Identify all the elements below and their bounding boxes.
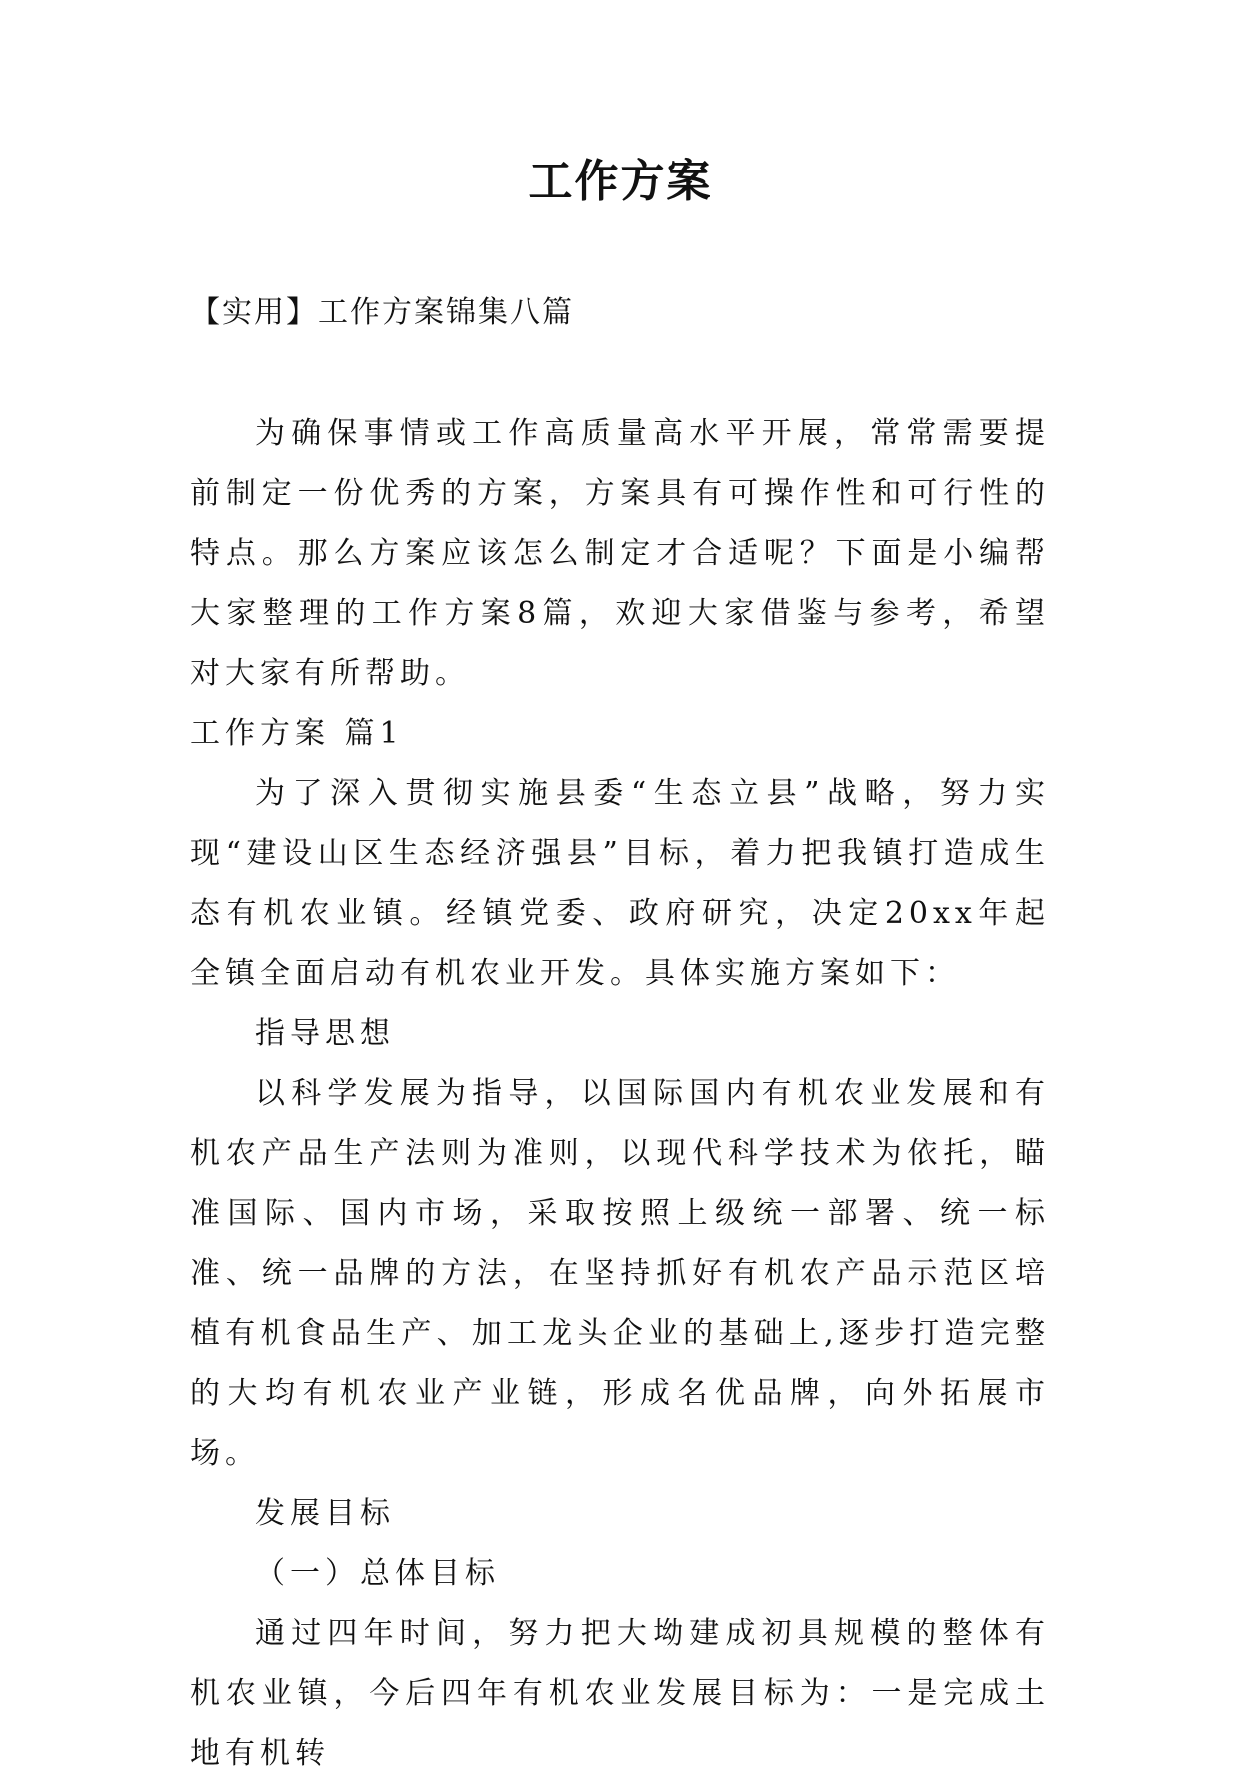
body-paragraph: 为确保事情或工作高质量高水平开展，常常需要提前制定一份优秀的方案，方案具有可操作性和可行性的特点。那么方案应该怎么制定才合适呢？下面是小编帮大家整理的工作方案8篇，欢迎大家借鉴与参考，希望对大家有所帮助。	[190, 416, 1050, 691]
body-paragraph: 为了深入贯彻实施县委“生态立县”战略，努力实现“建设山区生态经济强县”目标，着力把我镇打造成生态有机农业镇。经镇党委、政府研究，决定20xx年起全镇全面启动有机农业开发。具体实施方案如下：	[190, 776, 1050, 991]
section-heading: 发展目标	[255, 1496, 395, 1531]
document-subtitle: 【实用】工作方案锦集八篇	[190, 295, 574, 330]
body-paragraph: 通过四年时间，努力把大坳建成初具规模的整体有机农业镇，今后四年有机农业发展目标为：一是完成土地有机转	[190, 1616, 1050, 1771]
document-title: 工作方案	[528, 156, 713, 207]
section-heading: 指导思想	[255, 1016, 395, 1051]
body-paragraph: 以科学发展为指导，以国际国内有机农业发展和有机农产品生产法则为准则，以现代科学技术为依托，瞄准国际、国内市场，采取按照上级统一部署、统一标准、统一品牌的方法，在坚持抓好有机农产品示范区培植有机食品生产、加工龙头企业的基础上,逐步打造完整的大均有机农业产业链，形成名优品牌，向外拓展市场。	[190, 1076, 1050, 1471]
document-body	[190, 404, 1050, 1784]
section-heading: 工作方案 篇1	[190, 716, 404, 751]
subsection-heading: （一）总体目标	[255, 1556, 500, 1591]
